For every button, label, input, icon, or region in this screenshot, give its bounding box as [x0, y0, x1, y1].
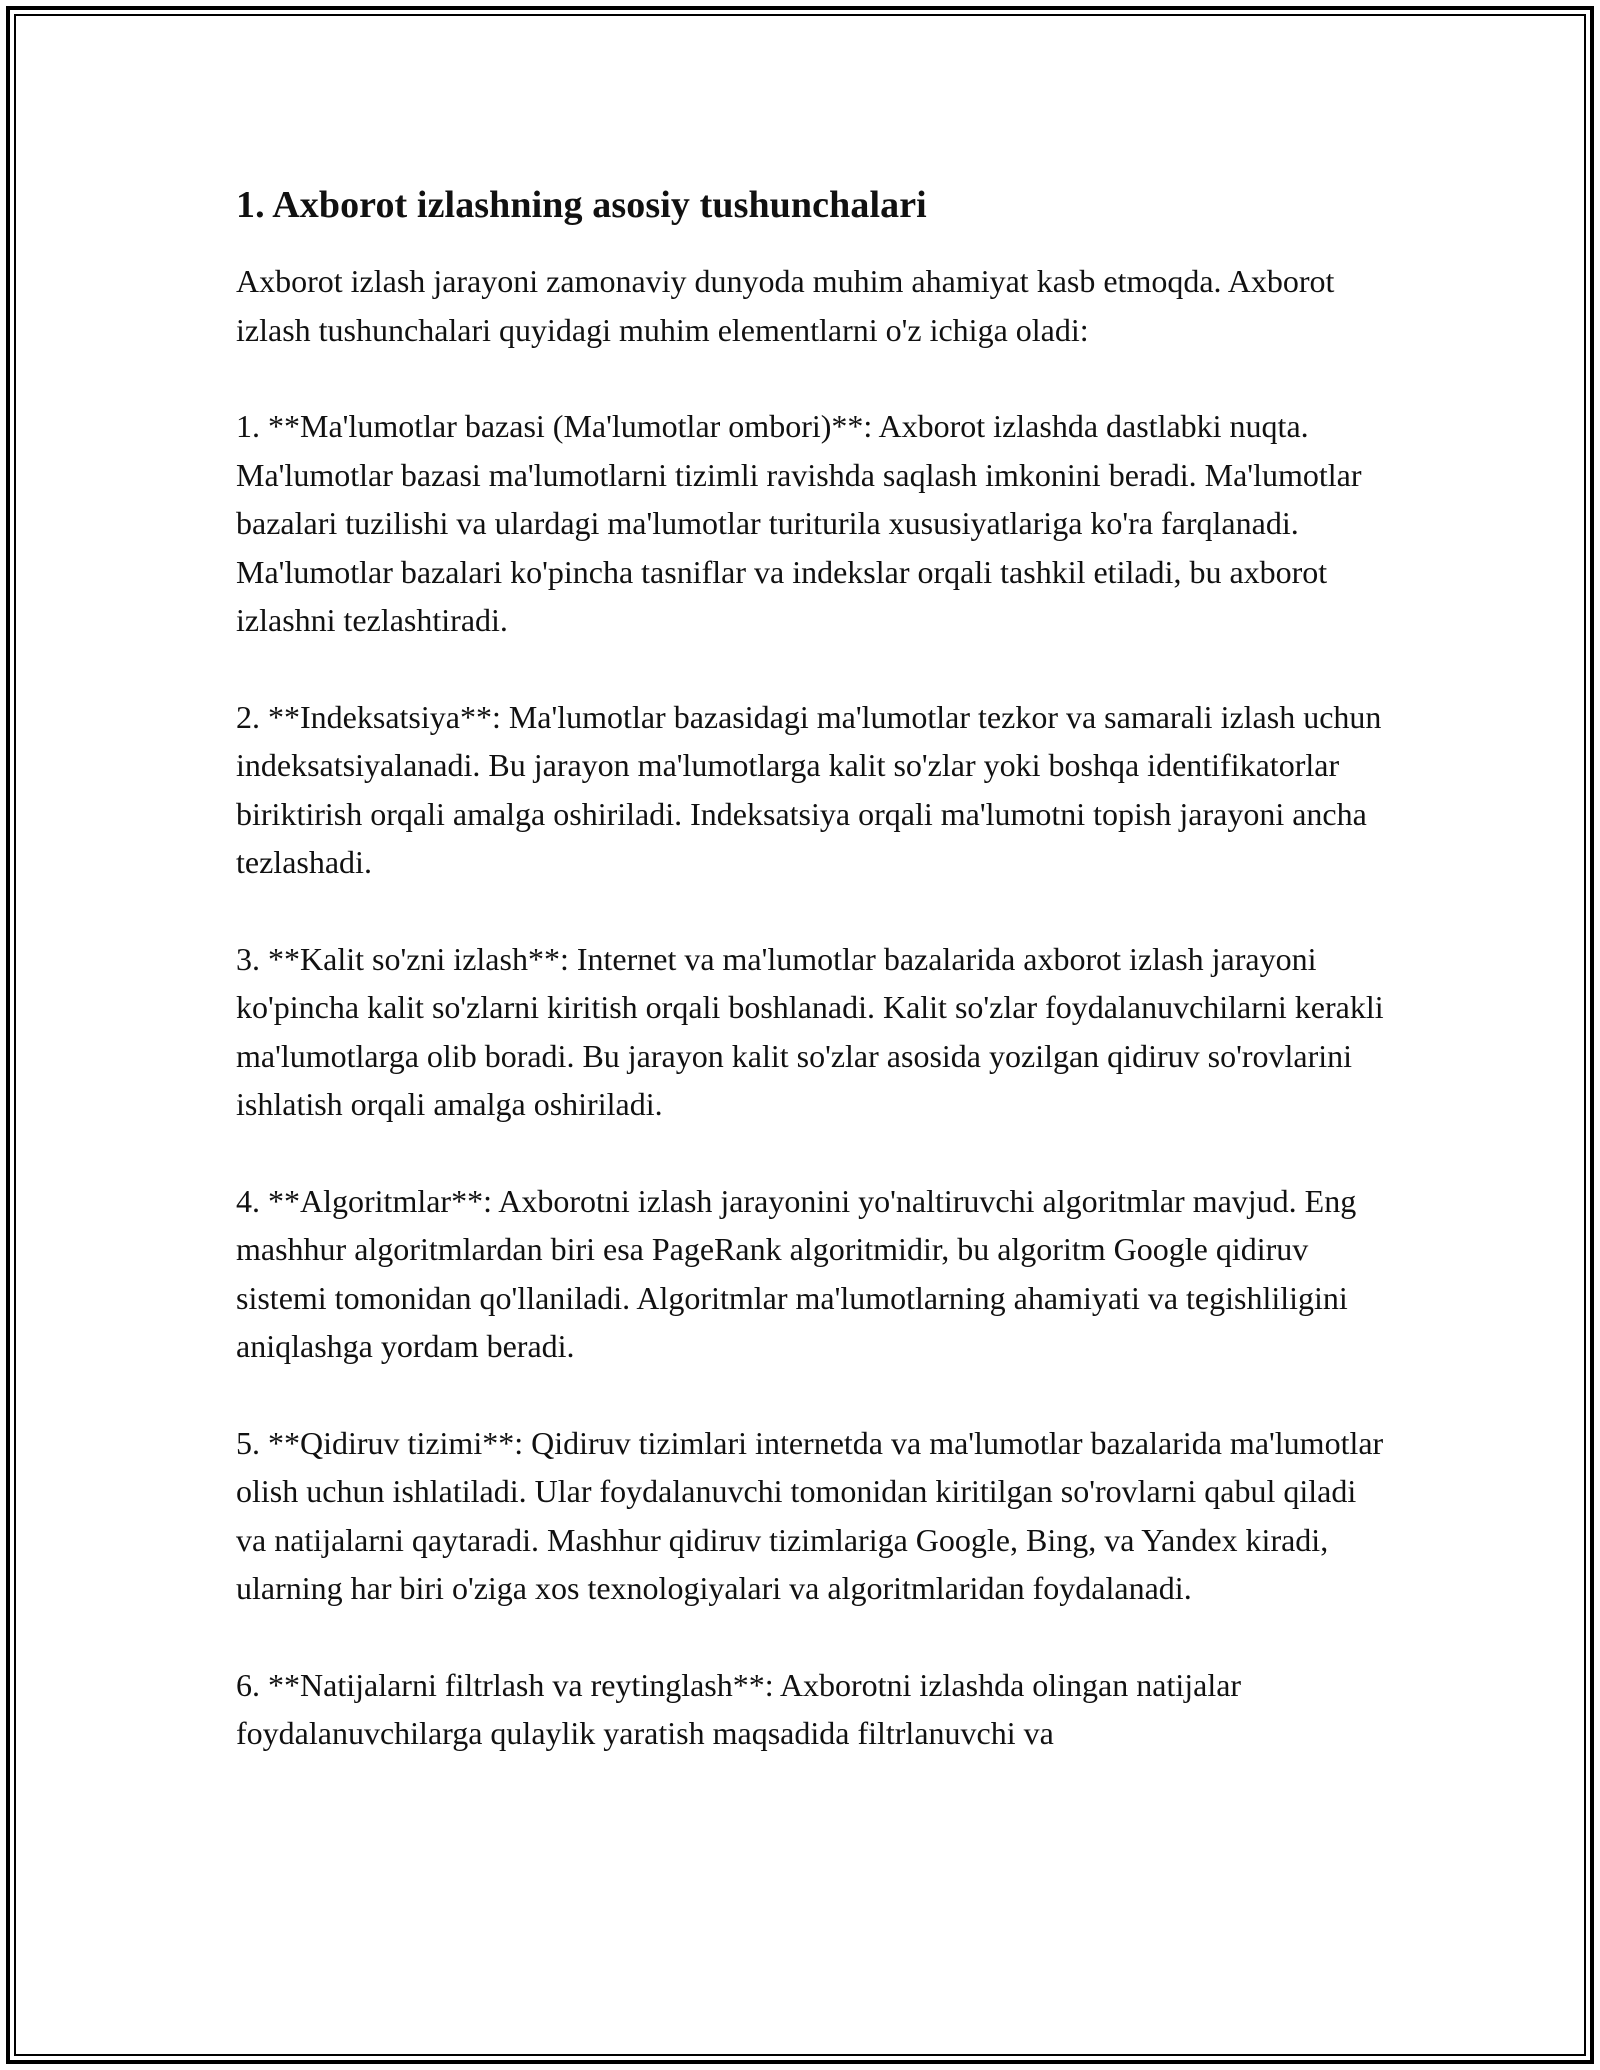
list-item-search-system: 5. **Qidiruv tizimi**: Qidiruv tizimlari internetda va ma'lumotlar bazalarida ma'lumotlar olish uchun ishlatiladi. Ular foydalanuvchi tomonidan kiritilgan so'rovlarni qabul qiladi va natijalarni qaytaradi. Mashhur qidiruv tizimlariga Google, Bing, va Yandex kiradi, ularning har biri o'ziga xos texnologiyalari va algoritmlaridan foydalanadi. [236, 1424, 1384, 1607]
list-item-filtering-ranking: 6. **Natijalarni filtrlash va reytinglash**: Axborotni izlashda olingan natijalar foydalanuvchilarga qulaylik yaratish maqsadida filtrlanuvchi va [236, 1666, 1242, 1752]
section-heading: 1. Axborot izlashning asosiy tushunchalari [236, 184, 927, 226]
list-item-indexing: 2. **Indeksatsiya**: Ma'lumotlar bazasidagi ma'lumotlar tezkor va samarali izlash uchun indeksatsiyalanadi. Bu jarayon ma'lumotlarga kalit so'zlar yoki boshqa identifikatorlar biriktirish orqali amalga oshiriladi. Indeksatsiya orqali ma'lumotni topish jarayoni ancha tezlashadi. [236, 698, 1382, 881]
list-item-keyword-search: 3. **Kalit so'zni izlash**: Internet va ma'lumotlar bazalarida axborot izlash jarayoni ko'pincha kalit so'zlarni kiritish orqali boshlanadi. Kalit so'zlar foydalanuvchilarni kerakli ma'lumotlarga olib boradi. Bu jarayon kalit so'zlar asosida yozilgan qidiruv so'rovlarini ishlatish orqali amalga oshiriladi. [236, 940, 1384, 1123]
list-item-algorithms: 4. **Algoritmlar**: Axborotni izlash jarayonini yo'naltiruvchi algoritmlar mavjud. Eng mashhur algoritmlardan biri esa PageRank algoritmidir, bu algoritm Google qidiruv sistemi tomonidan qo'llaniladi. Algoritmlar ma'lumotlarning ahamiyati va tegishliligini aniqlashga yordam beradi. [236, 1182, 1357, 1365]
list-item-database: 1. **Ma'lumotlar bazasi (Ma'lumotlar ombori)**: Axborot izlashda dastlabki nuqta. Ma'lumotlar bazasi ma'lumotlarni tizimli ravishda saqlash imkonini beradi. Ma'lumotlar bazalari tuzilishi va ulardagi ma'lumotlar turiturila xususiyatlariga ko'ra farqlanadi. Ma'lumotlar bazalari ko'pincha tasniflar va indekslar orqali tashkil etiladi, bu axborot izlashni tezlashtiradi. [236, 408, 1362, 639]
document-body [236, 180, 1386, 1806]
intro-paragraph: Axborot izlash jarayoni zamonaviy dunyoda muhim ahamiyat kasb etmoqda. Axborot izlash tushunchalari quyidagi muhim elementlarni o'z ichiga oladi: [236, 263, 1335, 348]
